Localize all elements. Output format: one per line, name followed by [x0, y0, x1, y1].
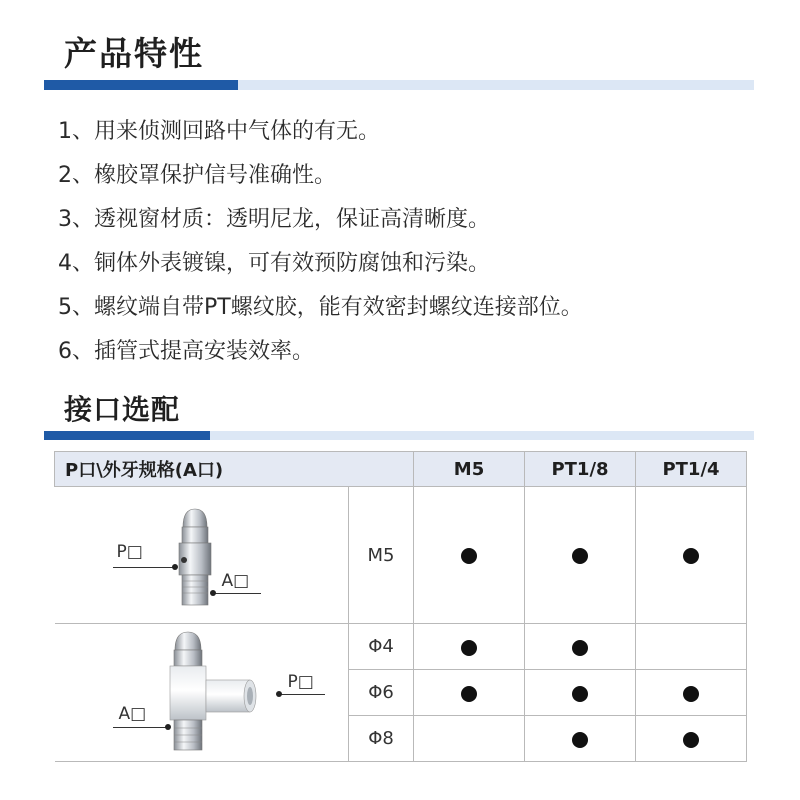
features-title: 产品特性 — [64, 34, 204, 73]
a-port-leader-line — [113, 727, 167, 728]
a-port-leader-dot — [210, 590, 216, 596]
available-dot — [461, 548, 477, 564]
mark-cell — [525, 716, 636, 762]
mark-cell — [414, 624, 525, 670]
p-port-leader-line — [113, 567, 173, 568]
straight-fitting-cell — [55, 487, 349, 624]
underline-accent — [44, 80, 238, 90]
size-cell: Φ4 — [349, 624, 414, 670]
feature-item-5: 5、螺纹端自带PT螺纹胶，能有效密封螺纹连接部位。 — [58, 295, 583, 320]
a-port-leader-line — [215, 593, 261, 594]
feature-item-1: 1、用来侦测回路中气体的有无。 — [58, 119, 380, 144]
mark-cell — [636, 487, 747, 624]
feature-item-4: 4、铜体外表镀镍，可有效预防腐蚀和污染。 — [58, 251, 490, 276]
table-header-row — [55, 452, 747, 487]
header-col-1: M5 — [414, 452, 525, 487]
header-col-2: PT1/8 — [525, 452, 636, 487]
available-dot — [683, 548, 699, 564]
mark-cell — [636, 716, 747, 762]
p-port-leader-dot — [276, 691, 282, 697]
available-dot — [461, 686, 477, 702]
mark-cell — [525, 670, 636, 716]
table-row — [55, 624, 747, 670]
ports-title: 接口选配 — [64, 393, 181, 426]
available-dot — [461, 640, 477, 656]
a-port-label: A□ — [221, 571, 250, 591]
available-dot — [572, 640, 588, 656]
mark-cell — [636, 670, 747, 716]
available-dot — [572, 686, 588, 702]
a-port-leader-dot — [165, 724, 171, 730]
p-port-leader-line — [281, 694, 325, 695]
size-cell: Φ6 — [349, 670, 414, 716]
size-cell: M5 — [349, 487, 414, 624]
header-port-spec: P口\外牙规格(A口) — [55, 452, 414, 487]
p-port-label: P□ — [116, 542, 143, 562]
mark-cell — [525, 624, 636, 670]
available-dot — [683, 732, 699, 748]
a-port-label: A□ — [118, 704, 147, 724]
size-cell: Φ8 — [349, 716, 414, 762]
feature-item-3: 3、透视窗材质：透明尼龙，保证高清晰度。 — [58, 207, 490, 232]
feature-list — [58, 112, 583, 376]
table-row — [55, 487, 747, 624]
port-spec-table — [54, 451, 747, 762]
available-dot — [683, 686, 699, 702]
mark-cell — [414, 670, 525, 716]
features-title-underline — [44, 80, 754, 90]
available-dot — [572, 548, 588, 564]
mark-cell — [636, 624, 747, 670]
mark-cell — [525, 487, 636, 624]
mark-cell — [414, 487, 525, 624]
elbow-fitting-cell — [55, 624, 349, 762]
p-port-label: P□ — [287, 672, 314, 692]
p-port-leader-dot — [172, 564, 178, 570]
header-col-3: PT1/4 — [636, 452, 747, 487]
feature-item-2: 2、橡胶罩保护信号准确性。 — [58, 163, 336, 188]
elbow-fitting-image — [157, 628, 269, 756]
ports-title-underline — [44, 431, 754, 440]
available-dot — [572, 732, 588, 748]
underline-accent — [44, 431, 210, 440]
feature-item-6: 6、插管式提高安装效率。 — [58, 339, 314, 364]
mark-cell — [414, 716, 525, 762]
